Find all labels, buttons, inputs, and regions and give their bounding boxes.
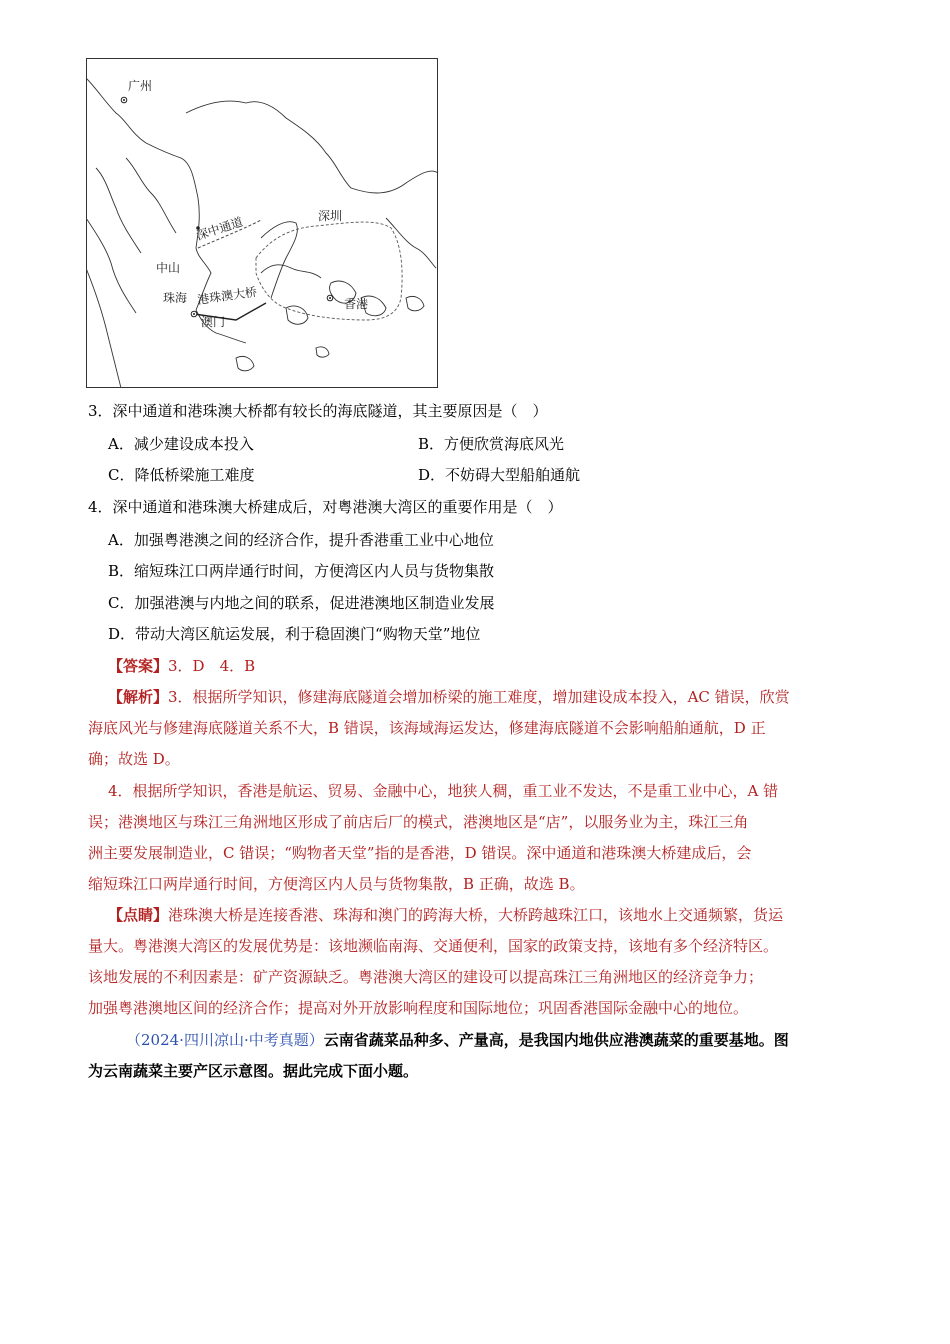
analysis-line-6: 洲主要发展制造业，C 错误；“购物者天堂”指的是香港，D 错误。深中通道和港珠澳大桥建成后，会	[88, 844, 752, 862]
comment-line-4: 加强粤港澳地区间的经济合作；提高对外开放影响程度和国际地位；巩固香港国际金融中心的地位。	[88, 999, 749, 1017]
label-hongkong: 香港	[344, 297, 369, 311]
analysis-line-7: 缩短珠江口两岸通行时间，方便湾区内人员与货物集散，B 正确，故选 B。	[88, 875, 585, 893]
label-shenzhen: 深圳	[318, 209, 343, 223]
comment-line-2: 量大。粤港澳大湾区的发展优势是：该地濒临南海、交通便利，国家的政策支持，该地有多个经济特区。	[88, 937, 779, 955]
analysis-line-1	[108, 686, 790, 708]
q3-option-b: B．方便欣赏海底风光	[418, 435, 565, 453]
label-guangzhou: 广州	[128, 79, 153, 93]
label-bridge: 港珠澳大桥	[196, 284, 258, 307]
label-zhongshan: 中山	[156, 261, 181, 275]
question-3-stem: 3．深中通道和港珠澳大桥都有较长的海底隧道，其主要原因是（ ）	[88, 402, 548, 420]
label-shenzhong: 深中通道	[194, 214, 245, 243]
analysis-line-2: 海底风光与修建海底隧道关系不大，B 错误，该海域海运发达，修建海底隧道不会影响船舶通航，D 正	[88, 719, 766, 737]
next-intro-line-2: 为云南蔬菜主要产区示意图。据此完成下面小题。	[88, 1062, 419, 1080]
next-source: （2024·四川凉山·中考真题）	[126, 1031, 324, 1049]
next-intro-line-1	[126, 1029, 789, 1051]
analysis-line-4: 4．根据所学知识，香港是航运、贸易、金融中心，地狭人稠，重工业不发达，不是重工业中心，A 错	[108, 782, 779, 800]
next-text-1: 云南省蔬菜品种多、产量高，是我国内地供应港澳蔬菜的重要基地。图	[323, 1031, 789, 1049]
comment-text-1: 港珠澳大桥是连接香港、珠海和澳门的跨海大桥，大桥跨越珠江口，该地水上交通频繁，货运	[168, 906, 784, 924]
q4-option-b: B．缩短珠江口两岸通行时间，方便湾区内人员与货物集散	[108, 562, 495, 580]
analysis-line-5: 误；港澳地区与珠江三角洲地区形成了前店后厂的模式，港澳地区是“店”，以服务业为主，珠江三角	[88, 813, 749, 831]
analysis-text-1: 3．根据所学知识，修建海底隧道会增加桥梁的施工难度，增加建设成本投入，AC 错误，欣赏	[168, 688, 790, 706]
answer-text: 3．D 4．B	[168, 657, 256, 675]
q4-option-c: C．加强港澳与内地之间的联系，促进港澳地区制造业发展	[108, 594, 495, 612]
q3-option-d: D．不妨碍大型船舶通航	[418, 466, 581, 484]
question-4-stem: 4．深中通道和港珠澳大桥建成后，对粤港澳大湾区的重要作用是（ ）	[88, 498, 563, 516]
comment-line-1	[108, 904, 783, 926]
q3-option-a: A．减少建设成本投入	[108, 435, 254, 453]
analysis-line-3: 确；故选 D。	[88, 750, 180, 768]
q4-option-d: D．带动大湾区航运发展，利于稳固澳门“购物天堂”地位	[108, 625, 481, 643]
answer-label: 【答案】	[108, 657, 169, 675]
answer-line	[108, 655, 255, 677]
pearl-river-delta-map	[86, 58, 438, 388]
comment-label: 【点睛】	[108, 906, 169, 924]
label-macau: 澳门	[201, 315, 226, 329]
q3-option-c: C．降低桥梁施工难度	[108, 466, 255, 484]
analysis-label: 【解析】	[108, 688, 169, 706]
q4-option-a: A．加强粤港澳之间的经济合作，提升香港重工业中心地位	[108, 531, 494, 549]
label-zhuhai: 珠海	[163, 291, 188, 305]
comment-line-3: 该地发展的不利因素是：矿产资源缺乏。粤港澳大湾区的建设可以提高珠江三角洲地区的经济竞争力；	[88, 968, 764, 986]
